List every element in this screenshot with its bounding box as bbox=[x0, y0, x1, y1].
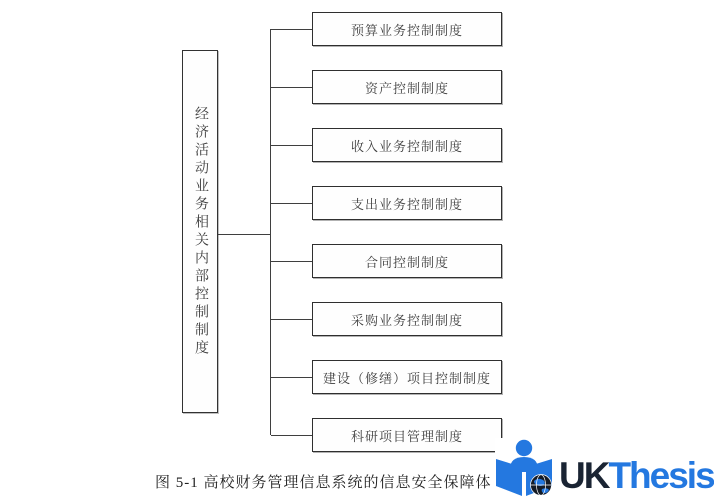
logo-thesis-text: Thesis bbox=[608, 455, 714, 496]
connector-branch-7 bbox=[271, 377, 312, 378]
item-node-income-control: 收入业务控制制度 bbox=[312, 128, 502, 162]
item-node-expenditure-control: 支出业务控制制度 bbox=[312, 186, 502, 220]
item-node-procurement-control: 采购业务控制制度 bbox=[312, 302, 502, 336]
item-node-research-management: 科研项目管理制度 bbox=[312, 418, 502, 452]
figure-caption: 图 5-1 高校财务管理信息系统的信息安全保障体 bbox=[155, 475, 492, 491]
connector-branch-3 bbox=[271, 145, 312, 146]
root-node bbox=[182, 50, 218, 413]
item-node-construction-control: 建设（修缮）项目控制制度 bbox=[312, 360, 502, 394]
connector-branch-4 bbox=[271, 203, 312, 204]
reader-book-globe-icon bbox=[495, 439, 559, 497]
connector-root-to-trunk bbox=[218, 234, 270, 235]
connector-branch-6 bbox=[271, 319, 312, 320]
item-node-asset-control: 资产控制制度 bbox=[312, 70, 502, 104]
item-node-budget-control: 预算业务控制制度 bbox=[312, 12, 502, 46]
connector-branch-2 bbox=[271, 87, 312, 88]
item-node-contract-control: 合同控制制度 bbox=[312, 244, 502, 278]
connector-trunk bbox=[270, 29, 271, 435]
logo-wordmark bbox=[559, 457, 714, 497]
root-node-label: 经济活动业务相关内部控制制度 bbox=[193, 105, 208, 358]
connector-branch-1 bbox=[271, 29, 312, 30]
connector-branch-5 bbox=[271, 261, 312, 262]
connector-branch-8 bbox=[271, 435, 312, 436]
ukthesis-logo bbox=[495, 438, 714, 497]
logo-uk-text: UK bbox=[559, 455, 609, 496]
